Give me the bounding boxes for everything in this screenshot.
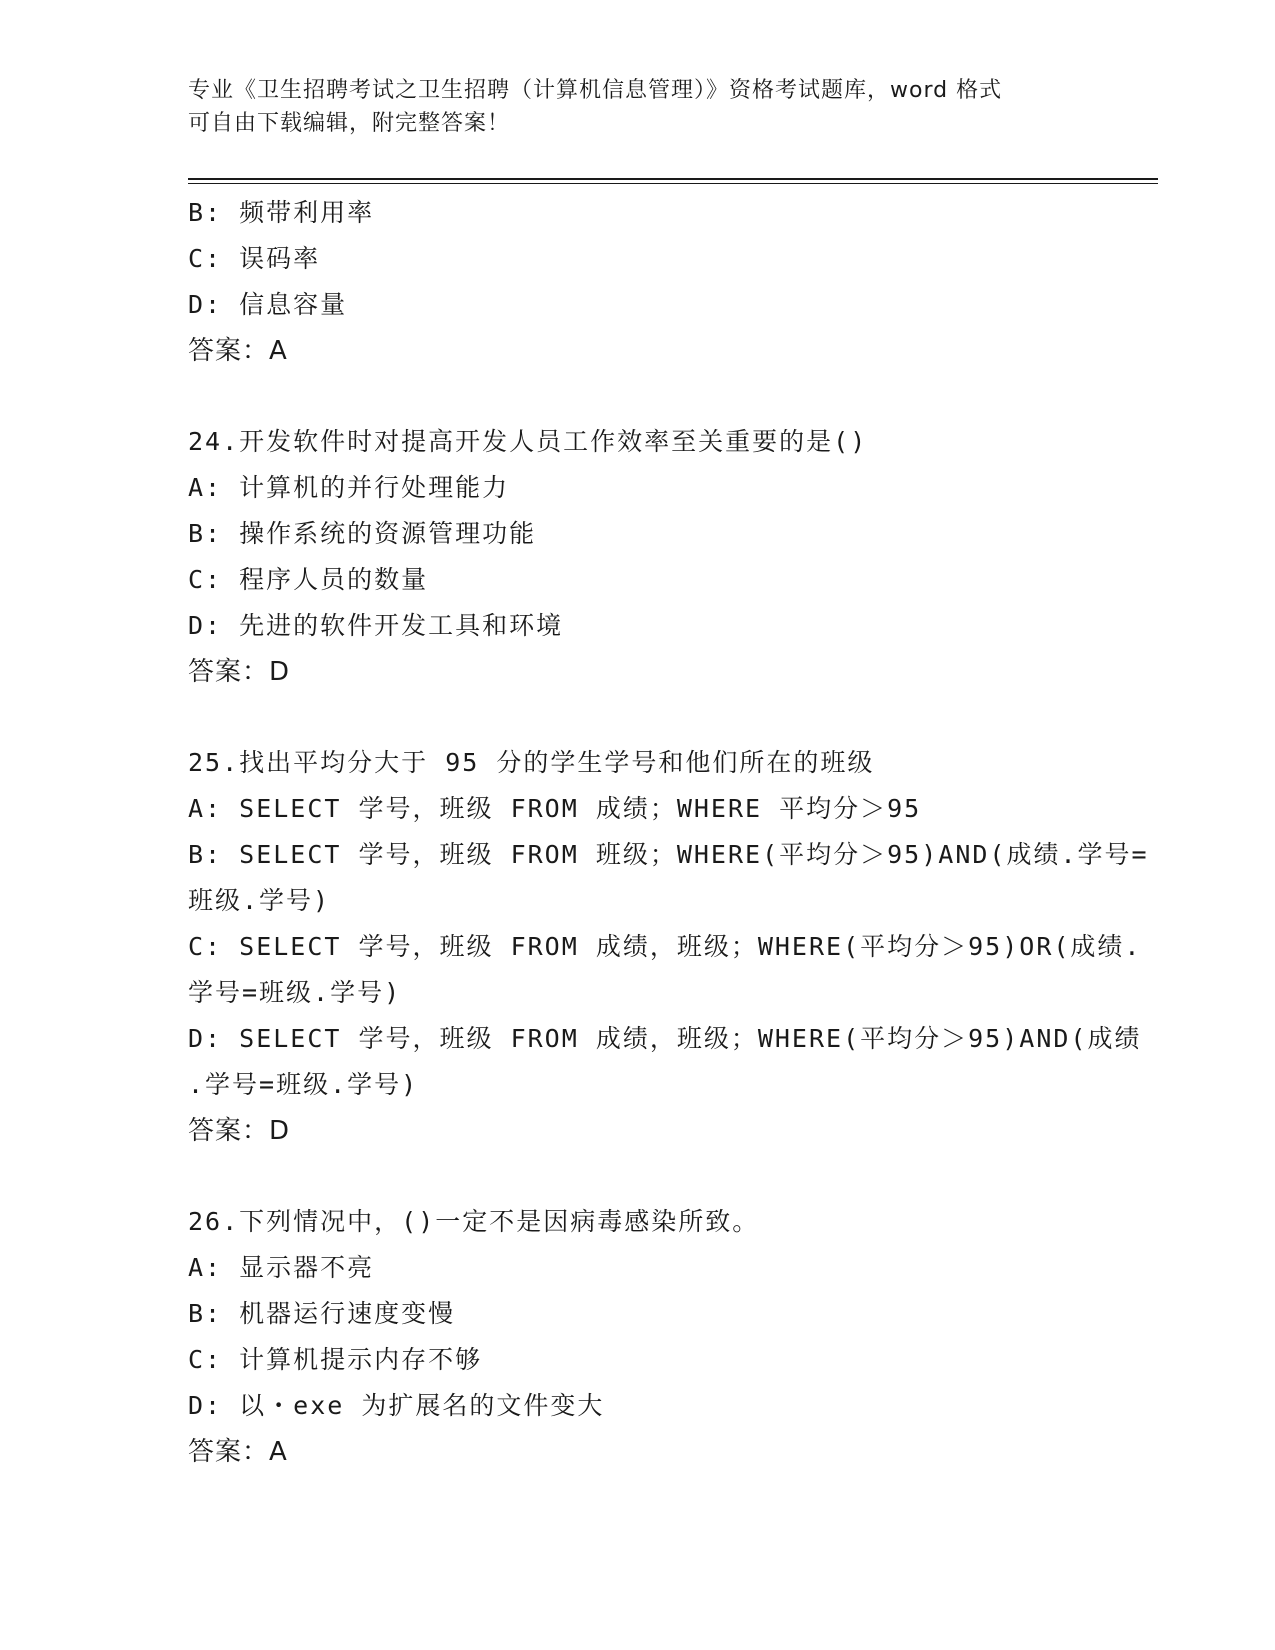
option-c-line-2: 学号=班级.学号) [188,978,402,1007]
question-content [188,190,1149,1475]
header-line-2: 可自由下载编辑，附完整答案！ [188,111,511,136]
option-d-line-2: .学号=班级.学号) [188,1070,419,1099]
answer-label: 答案：A [188,1437,288,1467]
option-c-line-1: C: SELECT 学号，班级 FROM 成绩，班级；WHERE(平均分＞95)OR(成绩. [188,932,1142,961]
option-d: D: 信息容量 [188,290,348,319]
option-a: A: SELECT 学号，班级 FROM 成绩；WHERE 平均分＞95 [188,794,922,823]
option-c: C: 计算机提示内存不够 [188,1345,483,1374]
question-25 [188,740,1149,1154]
option-c: C: 误码率 [188,244,321,273]
question-24 [188,419,1088,695]
option-b: B: 操作系统的资源管理功能 [188,519,537,548]
spacer [188,1154,1088,1199]
option-b-line-1: B: SELECT 学号，班级 FROM 班级；WHERE(平均分＞95)AND(成绩.学号= [188,840,1149,869]
option-d: D: 以・exe 为扩展名的文件变大 [188,1391,605,1420]
option-b: B: 机器运行速度变慢 [188,1299,456,1328]
option-d: D: 先进的软件开发工具和环境 [188,611,564,640]
option-b: B: 频带利用率 [188,198,375,227]
option-a: A: 计算机的并行处理能力 [188,473,510,502]
question-text: 25.找出平均分大于 95 分的学生学号和他们所在的班级 [188,748,875,777]
answer-label: 答案：D [188,1116,291,1146]
document-header [188,74,1068,140]
option-b-line-2: 班级.学号) [188,886,331,915]
header-rule-thick [188,178,1158,180]
option-a: A: 显示器不亮 [188,1253,375,1282]
question-text: 24.开发软件时对提高开发人员工作效率至关重要的是() [188,427,868,456]
spacer [188,374,1088,419]
header-line-1: 专业《卫生招聘考试之卫生招聘（计算机信息管理）》资格考试题库，word 格式 [188,78,1003,103]
option-c: C: 程序人员的数量 [188,565,429,594]
question-text: 26.下列情况中，()一定不是因病毒感染所致。 [188,1207,760,1236]
answer-label: 答案：A [188,336,288,366]
answer-label: 答案：D [188,657,291,687]
option-d-line-1: D: SELECT 学号，班级 FROM 成绩，班级；WHERE(平均分＞95)AND(成绩 [188,1024,1142,1053]
spacer [188,695,1088,740]
question-23-tail [188,190,1088,374]
header-rule-thin [188,183,1158,184]
question-26 [188,1199,1088,1475]
